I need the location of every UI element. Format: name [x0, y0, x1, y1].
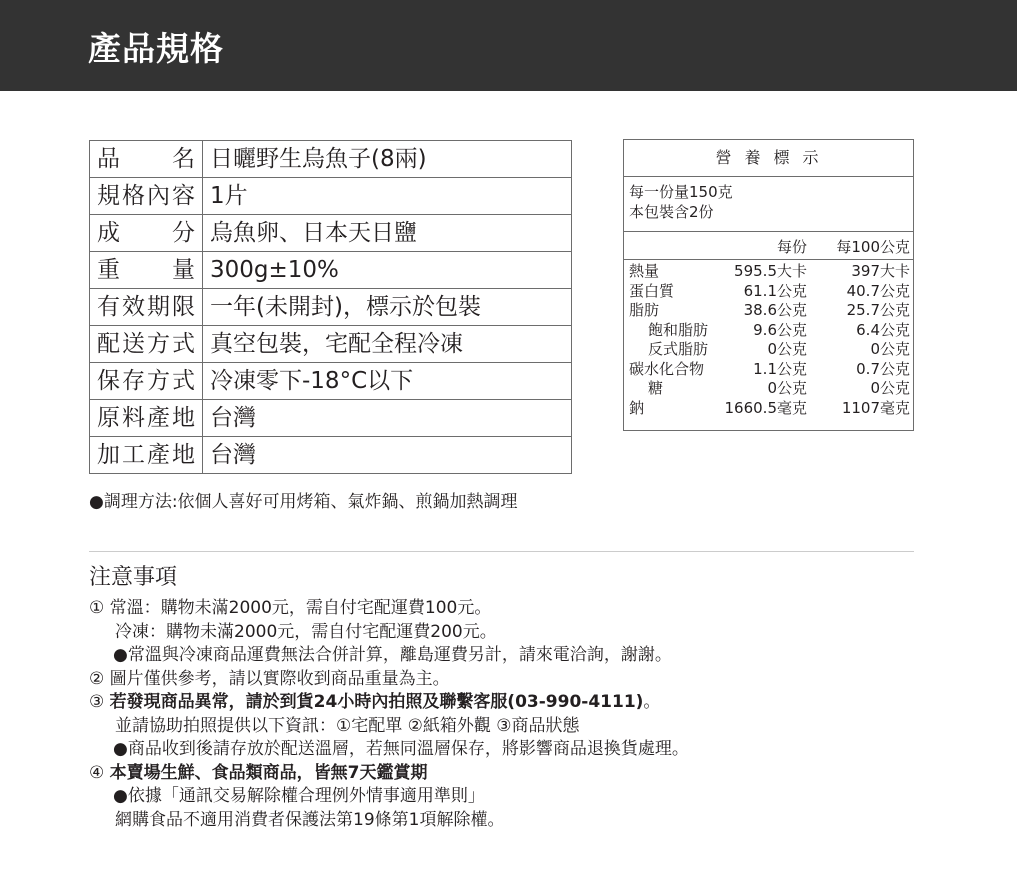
- note-line: 網購食品不適用消費者保護法第19條第1項解除權。: [115, 809, 505, 830]
- table-row: [90, 400, 572, 437]
- notes-title: 注意事項: [89, 565, 178, 590]
- spec-label: 原料產地: [90, 400, 203, 437]
- nutrient-name: 鈉: [629, 398, 645, 417]
- table-row: [90, 326, 572, 363]
- nutrition-header: [624, 232, 913, 260]
- note-line: ① 常溫：購物未滿2000元，需自付宅配運費100元。: [89, 598, 492, 618]
- table-row: [90, 363, 572, 400]
- nutrient-name: 糖: [648, 379, 664, 397]
- per-100g-value: 0公克: [870, 379, 910, 397]
- per-serving-value: 1660.5毫克: [724, 398, 807, 417]
- nutrition-row: [624, 282, 913, 302]
- spec-value: 一年(未開封)，標示於包裝: [203, 289, 572, 326]
- note-line: 冷凍：購物未滿2000元，需自付宅配運費200元。: [115, 621, 497, 642]
- per-serving-value: 0公克: [767, 379, 807, 397]
- nutrition-row: [624, 301, 913, 321]
- note-line: [89, 691, 909, 715]
- nutrient-name: 碳水化合物: [629, 359, 705, 378]
- serving-size: 每一份量150克: [629, 183, 733, 201]
- table-row: [90, 252, 572, 289]
- table-row: [90, 215, 572, 252]
- nutrition-row: [624, 360, 913, 380]
- per-serving-header: 每份: [776, 238, 807, 256]
- spec-value: 台灣: [203, 400, 572, 437]
- per-100g-value: 40.7公克: [846, 281, 910, 300]
- nutrient-name: 反式脂肪: [648, 340, 709, 358]
- spec-value: 300g±10%: [203, 252, 572, 289]
- per-serving-value: 595.5大卡: [734, 262, 807, 280]
- note-line: ●商品收到後請存放於配送溫層，若無同溫層保存，將影響商品退換貨處理。: [113, 739, 689, 759]
- spec-value: 1片: [203, 178, 572, 215]
- per-serving-value: 38.6公克: [743, 301, 807, 319]
- per-serving-value: 0公克: [767, 340, 807, 358]
- per-100g-value: 25.7公克: [846, 301, 910, 319]
- note-line: ●依據「通訊交易解除權合理例外情事適用準則」: [113, 786, 485, 806]
- nutrition-label: [623, 139, 914, 431]
- spec-value: 烏魚卵、日本天日鹽: [203, 215, 572, 252]
- per-100g-value: 6.4公克: [856, 320, 910, 339]
- divider: [89, 551, 914, 552]
- nutrition-row: [624, 262, 913, 282]
- servings-per-pack: 本包裝含2份: [629, 203, 714, 221]
- per-100g-value: 0.7公克: [856, 359, 910, 378]
- nutrient-name: 熱量: [629, 262, 660, 280]
- page-title: 產品規格: [88, 29, 224, 68]
- spec-label: 重量: [90, 252, 203, 289]
- nutrition-row: [624, 399, 913, 419]
- spec-table: [89, 140, 572, 474]
- note-emphasis: 本賣場生鮮、食品類商品，皆無7天鑑賞期: [109, 762, 428, 783]
- nutrition-row: [624, 340, 913, 360]
- spec-label: 品名: [90, 141, 203, 178]
- spec-label: 配送方式: [90, 326, 203, 363]
- per-100g-value: 1107毫克: [841, 398, 910, 417]
- table-row: [90, 141, 572, 178]
- spec-label: 加工產地: [90, 437, 203, 474]
- per-100g-header: 每100公克: [836, 238, 910, 256]
- serving-info: [624, 177, 913, 232]
- spec-value: 日曬野生烏魚子(8兩): [203, 141, 572, 178]
- spec-label: 有效期限: [90, 289, 203, 326]
- nutrition-row: [624, 321, 913, 341]
- per-100g-value: 0公克: [870, 340, 910, 358]
- spec-label: 保存方式: [90, 363, 203, 400]
- per-serving-value: 1.1公克: [753, 359, 807, 378]
- spec-label: 規格內容: [90, 178, 203, 215]
- note-line: [89, 762, 909, 786]
- note-line: ② 圖片僅供參考，請以實際收到商品重量為主。: [89, 668, 450, 689]
- note-number: ④: [89, 762, 110, 783]
- nutrient-name: 飽和脂肪: [648, 320, 709, 339]
- cooking-method: ●調理方法:依個人喜好可用烤箱、氣炸鍋、煎鍋加熱調理: [89, 492, 518, 512]
- note-text: 。: [643, 692, 661, 712]
- nutrition-title: 營養標示: [624, 140, 913, 177]
- notes-list: [89, 597, 909, 832]
- per-serving-value: 9.6公克: [753, 320, 807, 339]
- nutrition-row: [624, 379, 913, 399]
- note-number: ③: [89, 692, 110, 712]
- table-row: [90, 178, 572, 215]
- per-100g-value: 397大卡: [851, 262, 910, 280]
- nutrient-name: 脂肪: [629, 301, 660, 319]
- spec-value: 真空包裝，宅配全程冷凍: [203, 326, 572, 363]
- nutrition-rows: [624, 260, 913, 418]
- header-bar: [0, 0, 1017, 91]
- spec-value: 台灣: [203, 437, 572, 474]
- table-row: [90, 437, 572, 474]
- nutrient-name: 蛋白質: [629, 281, 675, 300]
- spec-value: 冷凍零下-18°C以下: [203, 363, 572, 400]
- spec-label: 成分: [90, 215, 203, 252]
- note-line: ●常溫與冷凍商品運費無法合併計算，離島運費另計，請來電洽詢，謝謝。: [113, 645, 672, 665]
- note-emphasis: 若發現商品異常，請於到貨24小時內拍照及聯繫客服(03-990-4111): [109, 692, 644, 712]
- table-row: [90, 289, 572, 326]
- per-serving-value: 61.1公克: [743, 281, 807, 300]
- note-line: 並請協助拍照提供以下資訊：①宅配單 ②紙箱外觀 ③商品狀態: [115, 715, 580, 736]
